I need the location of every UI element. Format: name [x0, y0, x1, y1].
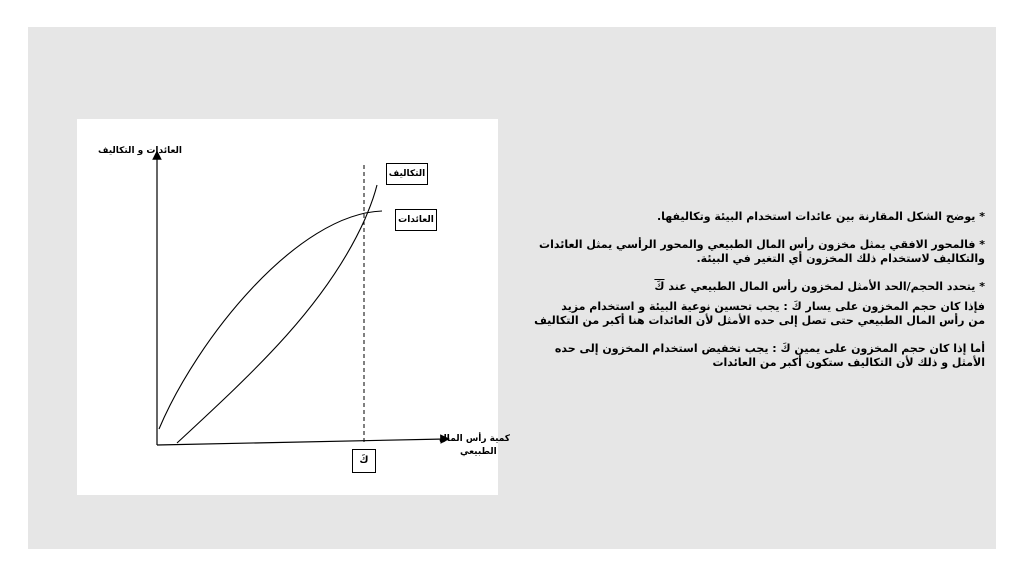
k-label-box: كَ [352, 449, 376, 473]
k-symbol: كَ [654, 280, 665, 293]
revenues-curve [159, 211, 382, 429]
costs-label-box: التكاليف [386, 163, 428, 185]
costs-curve [177, 185, 377, 443]
x-axis-label-line1: كمية رأس المال [439, 434, 511, 444]
paragraph-3 [525, 280, 985, 294]
explanation-text [525, 210, 985, 370]
revenues-label-box: العائدات [395, 209, 437, 231]
diagram-svg [77, 119, 498, 495]
paragraph-1: * يوضح الشكل المقارنة بين عائدات استخدام البيئة وتكاليفها. [656, 210, 985, 223]
paragraph-3-text: * يتحدد الحجم/الحد الأمثل لمخزون رأس المال الطبيعي عند [668, 280, 985, 293]
x-axis-label-line2: الطبيعي [460, 447, 497, 457]
paragraph-4-line-1: فإذا كان حجم المخزون على يسار كَ : يجب تحسين نوعية البيئة و استخدام مزيد [561, 300, 985, 313]
paragraph-4-line-2: من رأس المال الطبيعي حتى تصل إلى حده الأمثل لأن العائدات هنا أكبر من التكاليف [534, 314, 985, 327]
y-axis-label: العائدات و التكاليف [98, 146, 183, 156]
diagram-figure [77, 119, 511, 495]
paragraph-2-line-2: والتكاليف لاستخدام ذلك المخزون أي التغير في البيئة. [696, 252, 985, 265]
paragraph-5-line-2: الأمثل و ذلك لأن التكاليف ستكون أكبر من العائدات [712, 356, 985, 369]
paragraph-2-line-1: * فالمحور الافقي يمثل مخزون رأس المال الطبيعي والمحور الرأسي يمثل العائدات [539, 238, 985, 251]
paragraph-5-line-1: أما إذا كان حجم المخزون على يمين كَ : يجب تخفيض استخدام المخزون إلى حده [554, 342, 985, 355]
x-axis [157, 439, 445, 445]
